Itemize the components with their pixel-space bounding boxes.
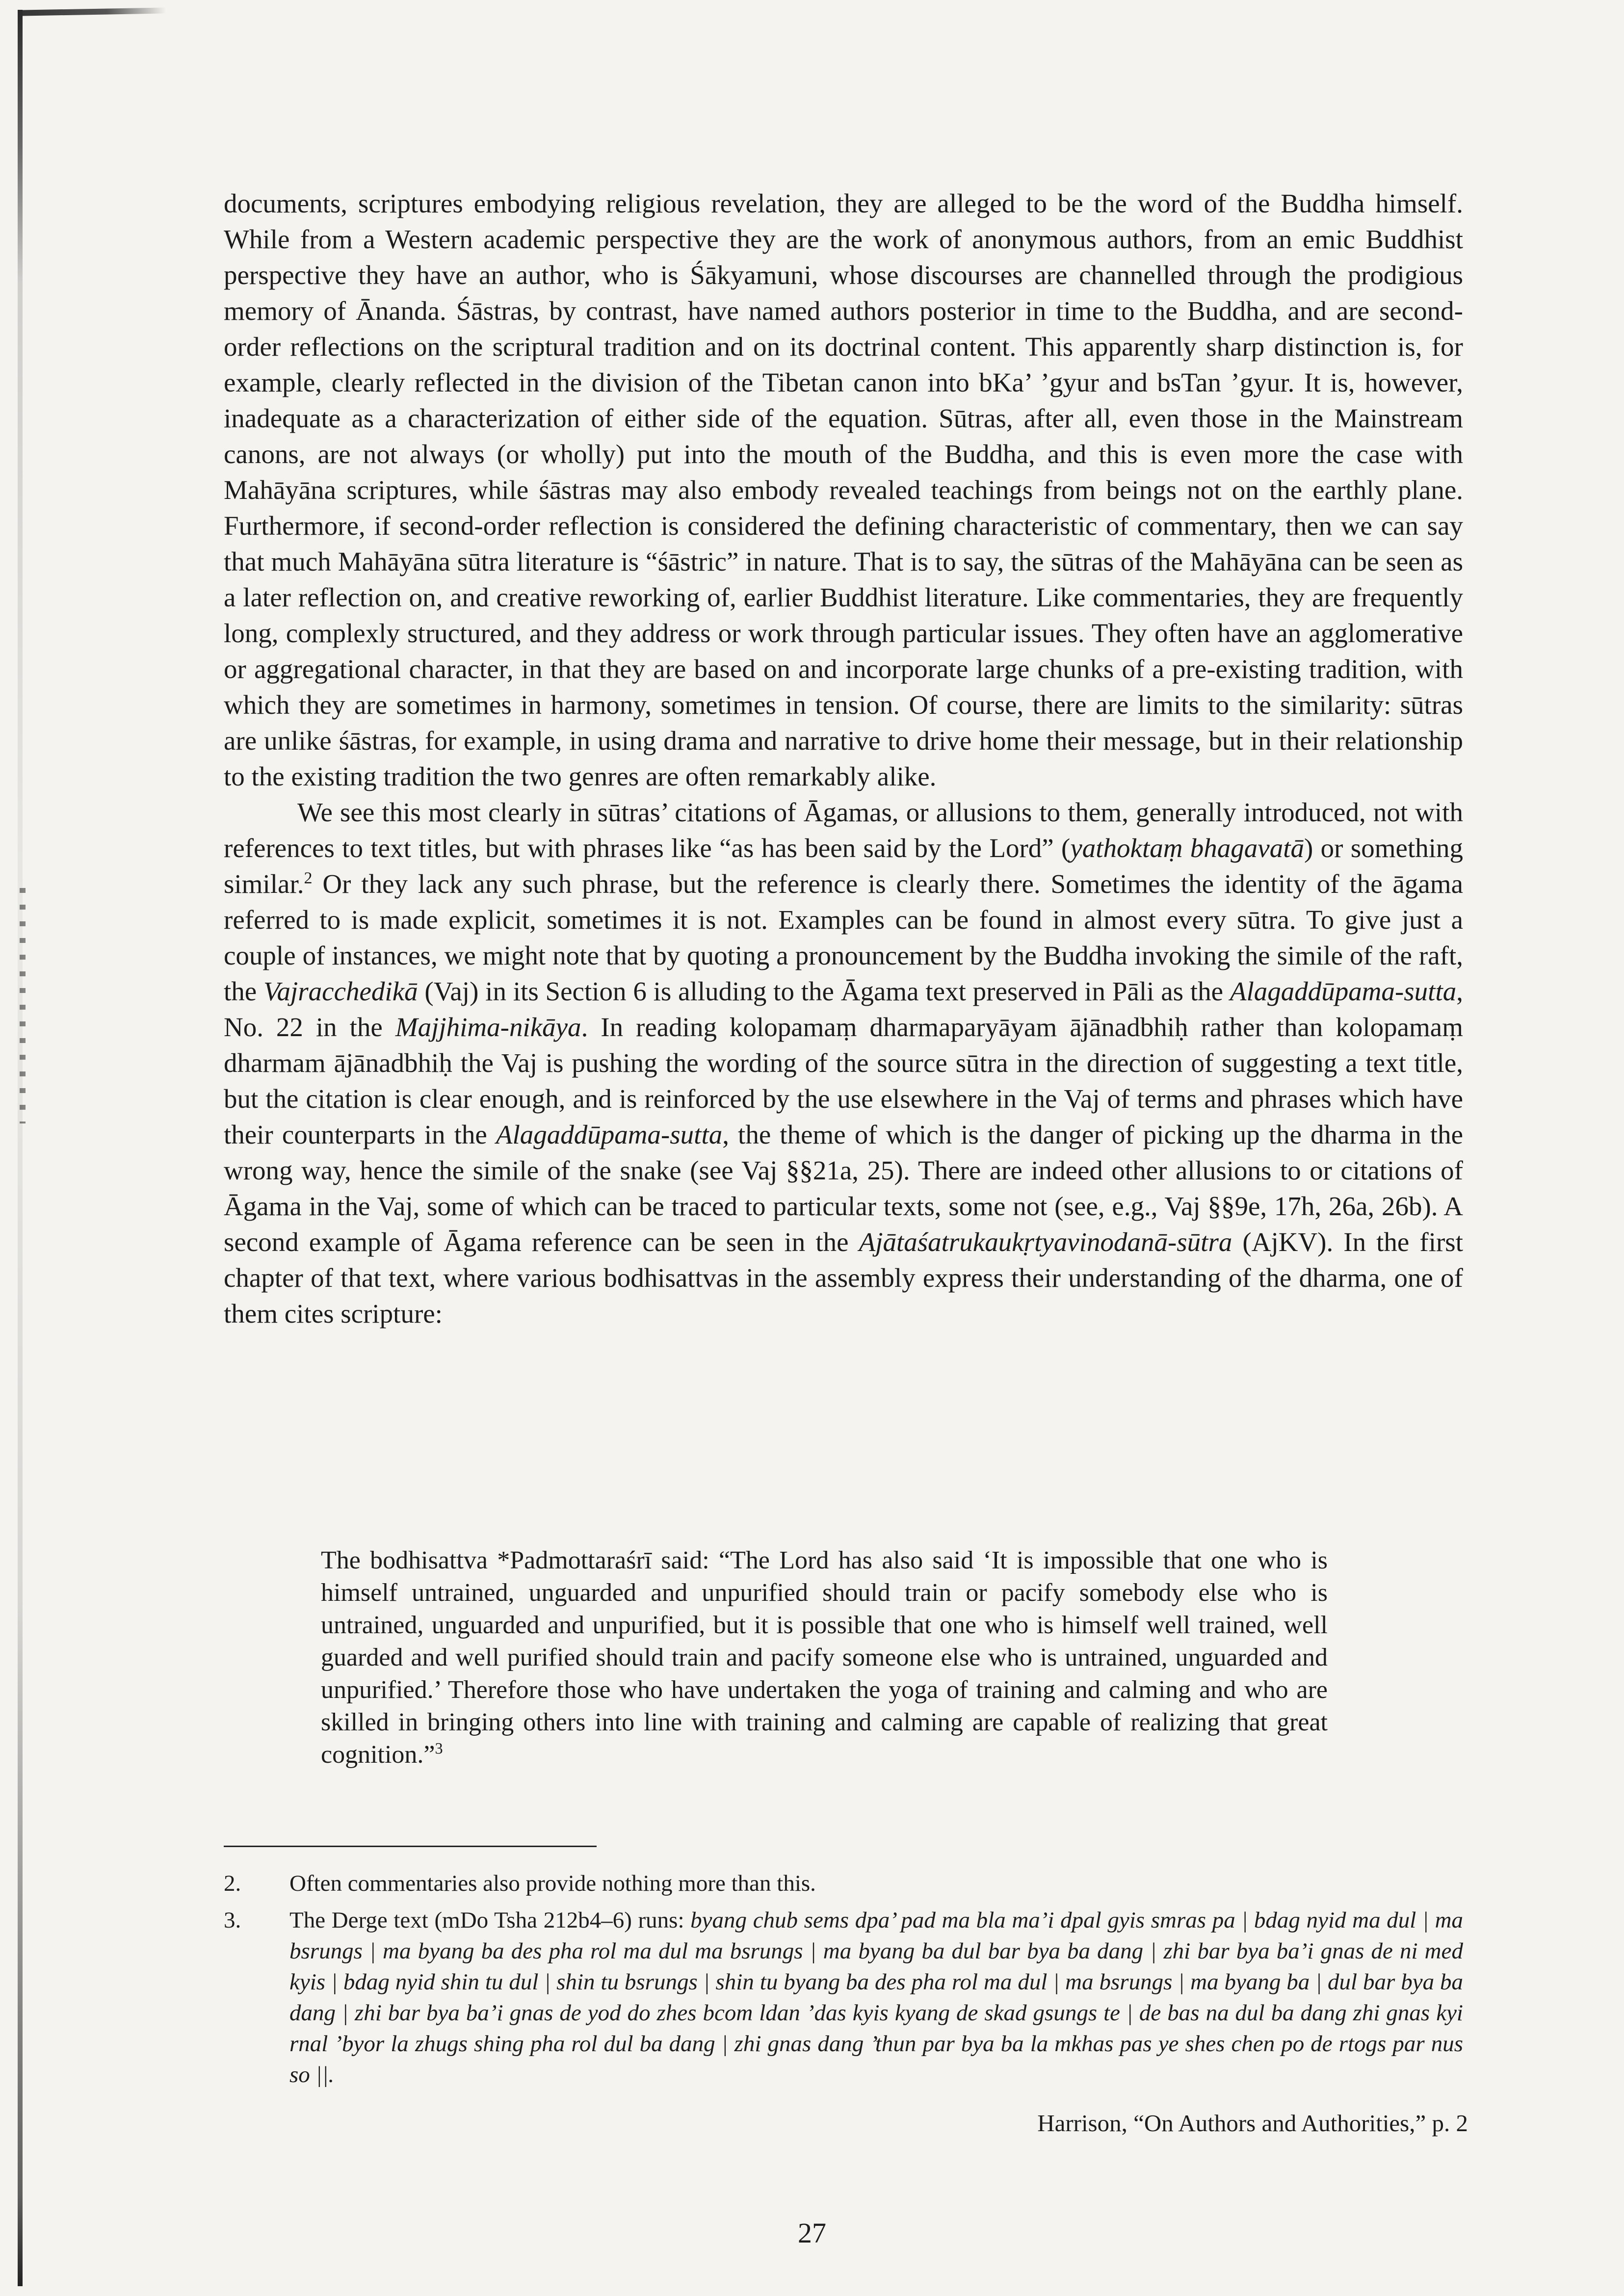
scan-edge-top [19, 7, 166, 16]
text-run: Or they lack any such phrase, but the reference is clearly there. Sometimes the identity of the āgama referred to is made explicit, sometimes it is not. Examples can be found in almost every sūtra. To give just a couple of instances, we might note that by quoting a pronouncement by the Buddha invoking the simile of the raft, the [224, 869, 1463, 1006]
footnote-number: 3. [224, 1907, 241, 1933]
italic-title: Alagaddūpama-sutta [496, 1120, 723, 1149]
italic-title: Majjhima-nikāya [395, 1012, 581, 1042]
tibetan-transliteration: byang chub sems dpa’ pad ma bla ma’i dpal gyis smras pa | bdag nyid ma dul | ma bsrungs | ma byang ba des pha rol ma dul ma bsrungs | ma byang ba dul bar bya ba dang | zhi bar bya ba’i gnas de ni med kyis | bdag nyid shin tu dul | shin tu bsrungs | shin tu byang ba des pha rol ma dul | ma bsrungs | ma byang ba | dul bar bya ba dang | zhi bar bya ba’i gnas de yod do zhes bcom ldan ’das kyis kyang de skad gsungs te | de bas na dul ba dang zhi gnas kyi rnal ’byor la zhugs shing pha rol dul ba dang | zhi gnas dang ’thun par bya ba la mkhas pas ye shes chen po de rtogs par nus so ||. [289, 1907, 1464, 2087]
scan-edge-left [18, 10, 23, 2286]
text-run: . In reading kolopamaṃ dharmaparyāyam ājānadbhiḥ rather than kolopamaṃ dharmam ājānadbhiḥ the Vaj is pushing the wording of the source sūtra in the direction of suggesting a text title, but the citation is clear enough, and is reinforced by the use elsewhere in the Vaj of terms and phrases which have their counterparts in the [224, 1012, 1463, 1149]
footnote-prefix: The Derge text (mDo Tsha 212b4–6) runs: [289, 1907, 691, 1933]
footnote-ref-3: 3 [435, 1739, 443, 1757]
footnote-ref-2: 2 [304, 869, 313, 887]
footnote-3 [224, 1905, 1463, 2090]
footnotes [224, 1868, 1463, 2096]
footnote-text [289, 1905, 1463, 2090]
footnote-number: 2. [224, 1871, 241, 1896]
text-run: We see this most clearly in sūtras’ citations of Āgamas, or allusions to them, generally introduced, not with references to text titles, but with phrases like “as has been said by the Lord” ( [224, 797, 1463, 863]
text-run: , No. 22 in the [224, 976, 1463, 1042]
margin-marks [20, 888, 26, 1123]
footnote-text: Often commentaries also provide nothing more than this. [289, 1871, 816, 1896]
block-quotation [321, 1544, 1328, 1771]
quotation-text: The bodhisattva *Padmottaraśrī said: “The Lord has also said ‘It is impossible that one who is himself untrained, unguarded and unpurified should train or pacify somebody else who is untrained, unguarded and unpurified, but it is possible that one who is himself well trained, well guarded and well purified should train and pacify someone else who is untrained, unguarded and unpurified.’ Therefore those who have undertaken the yoga of training and calming and who are skilled in bringing others into line with training and calming are capable of realizing that great cognition.” [321, 1546, 1328, 1769]
page-number: 27 [798, 2217, 826, 2249]
text-run: (AjKV). In the first chapter of that text, where various bodhisattvas in the assembly express their understanding of the dharma, one of them cites scripture: [224, 1227, 1463, 1329]
text-run: ) or something similar. [224, 833, 1464, 899]
paragraph-1: documents, scriptures embodying religious revelation, they are alleged to be the word of the Buddha himself. While from a Western academic perspective they are the work of anonymous authors, from an emic Buddhist perspective they have an author, who is Śākyamuni, whose discourses are channelled through the prodigious memory of Ānanda. Śāstras, by contrast, have named authors posterior in time to the Buddha, and are second-order reflections on the scriptural tradition and on its doctrinal content. This apparently sharp distinction is, for example, clearly reflected in the division of the Tibetan canon into bKa’ ’gyur and bsTan ’gyur. It is, however, inadequate as a characterization of either side of the equation. Sūtras, after all, even those in the Mainstream canons, are not always (or wholly) put into the mouth of the Buddha, and this is even more the case with Mahāyāna scriptures, while śāstras may also embody revealed teachings from beings not on the earthly plane. Furthermore, if second-order reflection is considered the defining characteristic of commentary, then we can say that much Mahāyāna sūtra literature is “śāstric” in nature. That is to say, the sūtras of the Mahāyāna can be seen as a later reflection on, and creative reworking of, earlier Buddhist literature. Like commentaries, they are frequently long, complexly structured, and they address or work through particular issues. They often have an agglomerative or aggregational character, in that they are based on and incorporate large chunks of a pre-existing tradition, with which they are sometimes in harmony, sometimes in tension. Of course, there are limits to the similarity: sūtras are unlike śāstras, for example, in using drama and narrative to drive home their message, but in their relationship to the existing tradition the two genres are often remarkably alike. [224, 188, 1463, 791]
footnote-divider [224, 1846, 597, 1847]
main-text [224, 185, 1463, 1331]
running-footer: Harrison, “On Authors and Authorities,” p. 2 [1037, 2110, 1468, 2137]
italic-phrase: yathoktaṃ bhagavatā [1070, 833, 1305, 863]
text-run: (Vaj) in its Section 6 is alluding to the Āgama text preserved in Pāli as the [418, 976, 1230, 1006]
paragraph-2 [224, 794, 1463, 1331]
text-run: , the theme of which is the danger of picking up the dharma in the wrong way, hence the simile of the snake (see Vaj §§21a, 25). There are indeed other allusions to or citations of Āgama in the Vaj, some of which can be traced to particular texts, some not (see, e.g., Vaj §§9e, 17h, 26a, 26b). A second example of Āgama reference can be seen in the [224, 1120, 1464, 1257]
italic-title: Vajracchedikā [263, 976, 418, 1006]
italic-title: Ajātaśatrukaukṛtyavinodanā-sūtra [859, 1227, 1232, 1257]
italic-title: Alagaddūpama-sutta [1230, 976, 1457, 1006]
footnote-2 [224, 1868, 1463, 1899]
